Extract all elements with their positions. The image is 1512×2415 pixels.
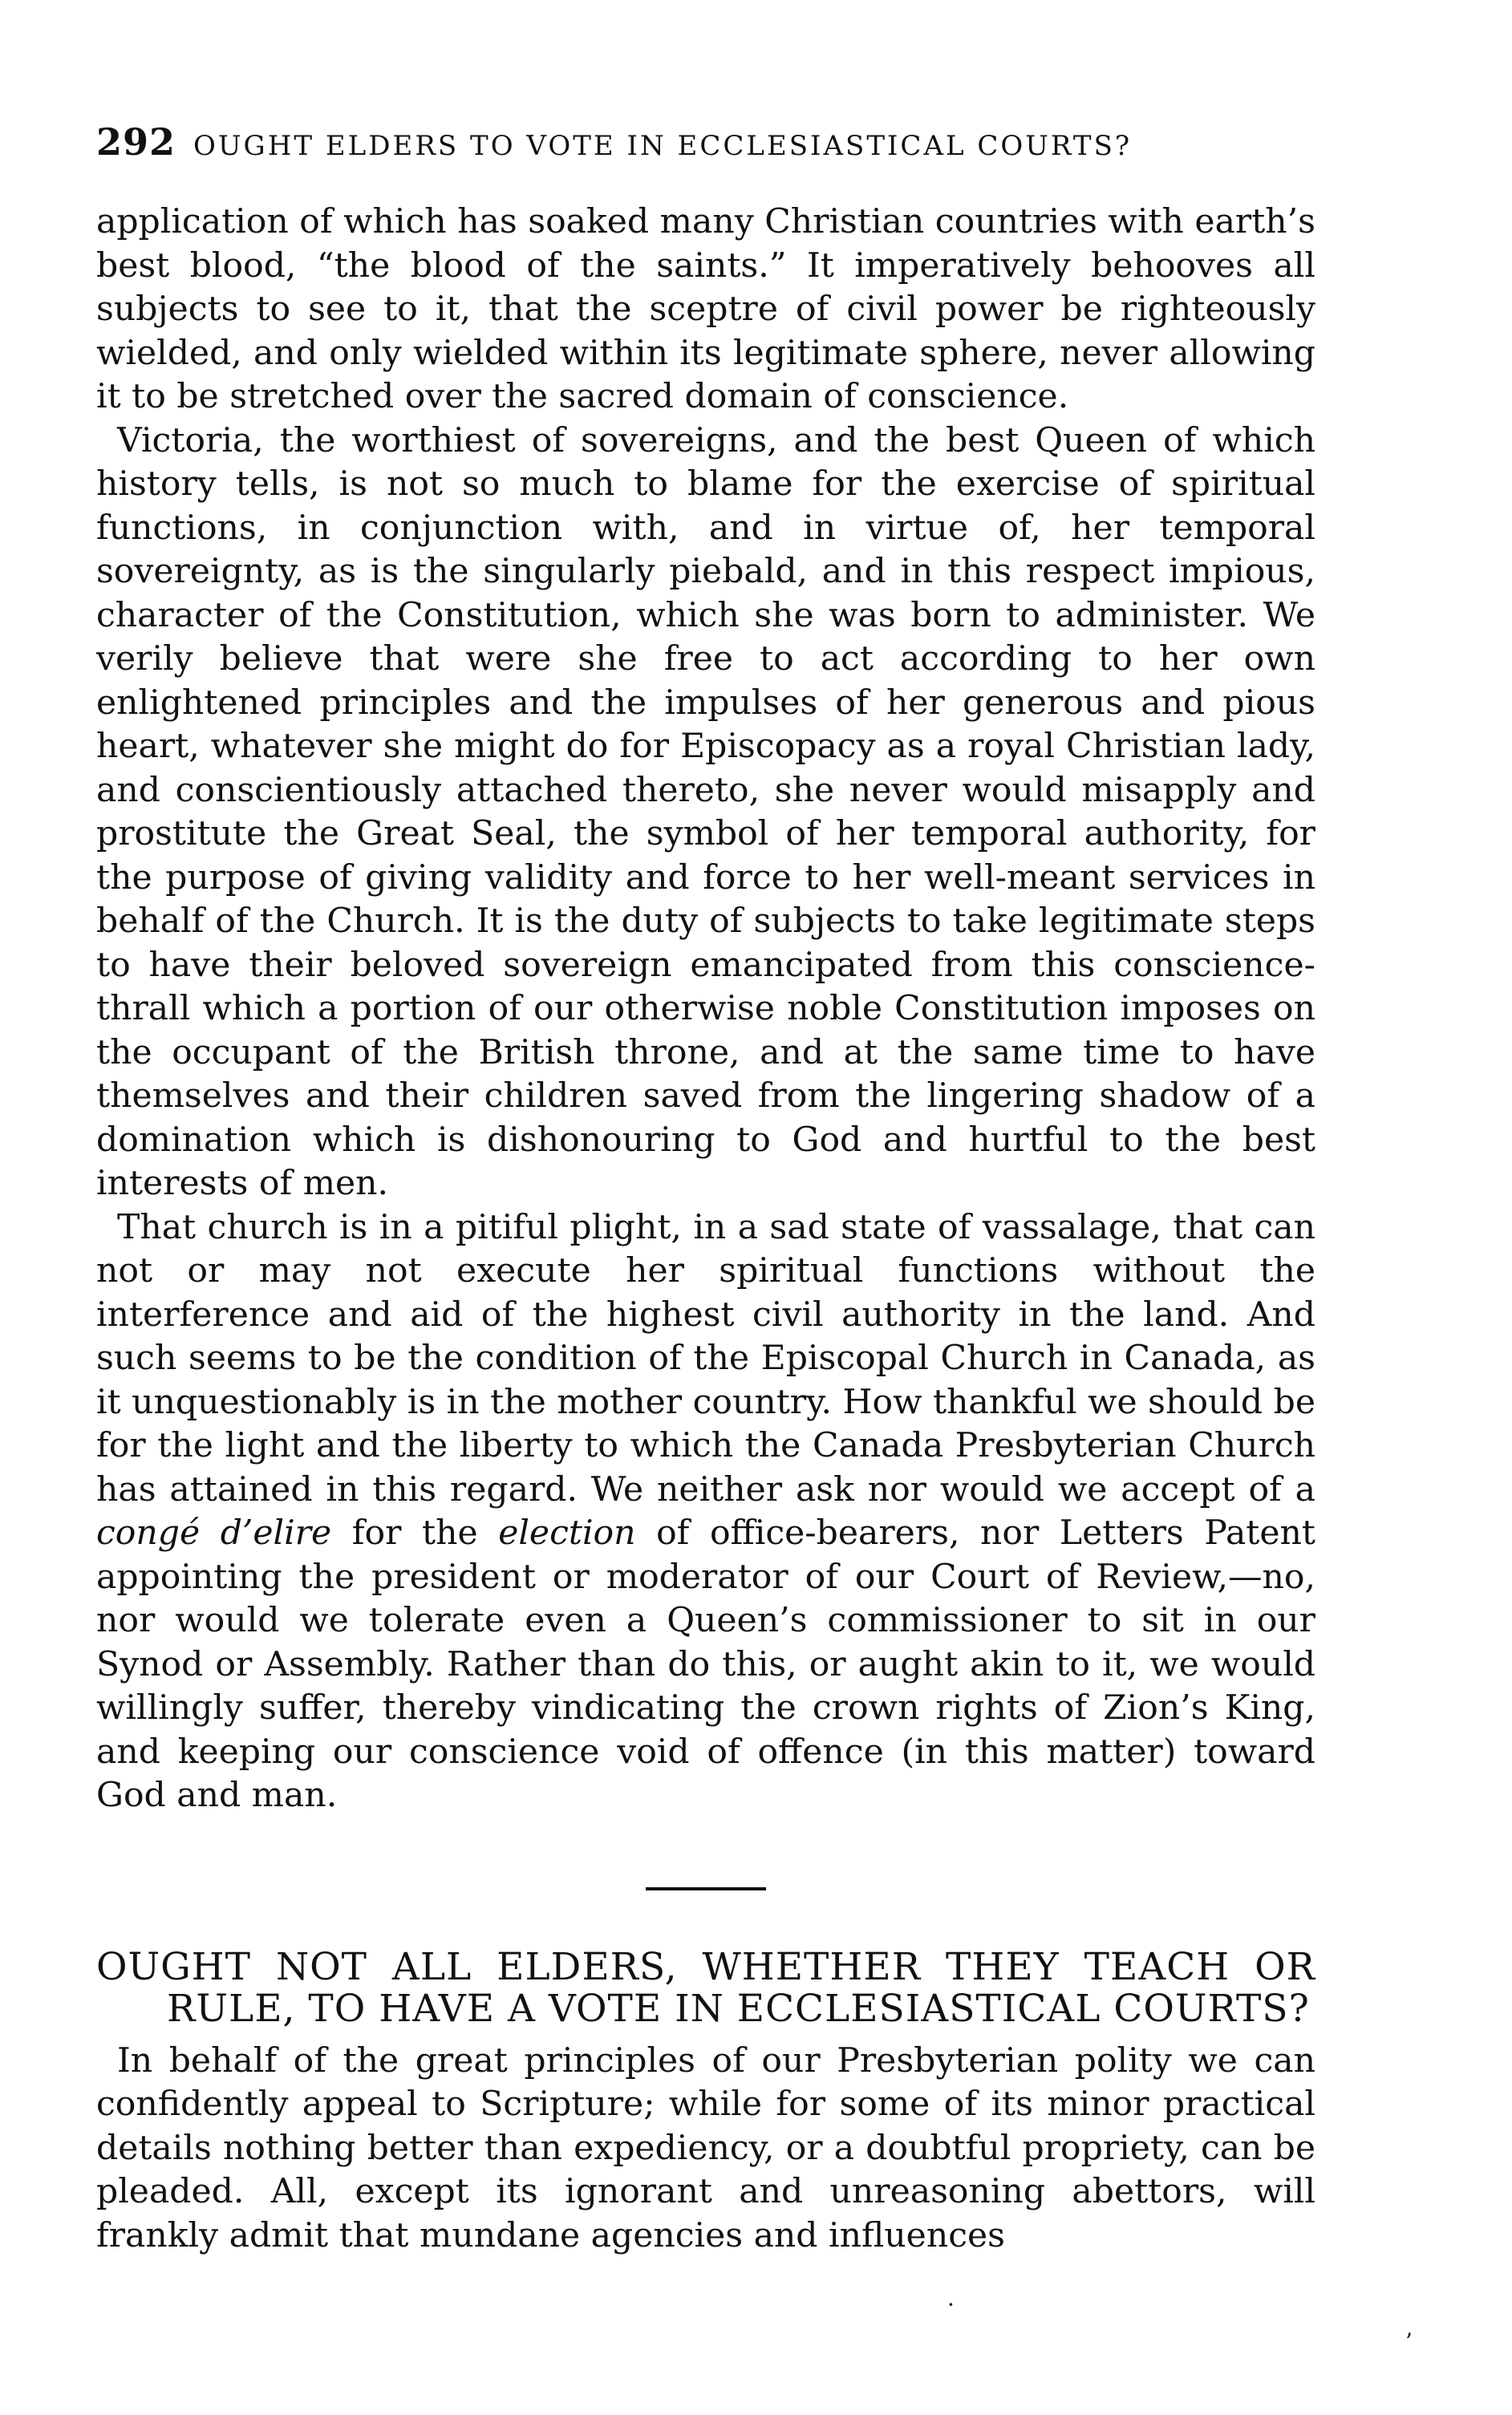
paragraph-text: of office-bearers, nor Letters Patent appointing the president or moderator of our Court of Review,—no, nor would we tolerate even a Queen’s commissioner to sit in our Synod or Assembly. Rather than do this, or aught akin to it, we would willingly suffer, thereby vindicating the crown rights of Zion’s King, and keeping our conscience void of offence (in this matter) toward God and man. [96, 1513, 1315, 1815]
article-text [96, 2040, 1315, 2259]
paragraph-text: for the [331, 1513, 499, 1553]
printing-mark: ’ [1405, 2328, 1413, 2355]
paragraph: In behalf of the great principles of our Presbyterian polity we can confidently appeal to Scripture; while for some of its minor practical details nothing better than expediency, or a doubtful propriety, can be pleaded. All, except its ignorant and unreasoning abettors, will frankly admit that mundane agencies and influences [96, 2040, 1315, 2255]
paragraph-text: That church is in a pitiful plight, in a sad state of vassalage, that can not or may not execute her spiritual functions without the interference and aid of the highest civil authority in the land. And such seems to be the condition of the Episcopal Church in Canada, as it unquestionably is in the mother country. How thankful we should be for the light and the liberty to which the Canada Presbyterian Church has attained in this regard. We neither ask nor would we accept of a [96, 1207, 1315, 1509]
printing-mark: · [947, 2291, 955, 2318]
italic-term: congé d’elire [96, 1513, 332, 1553]
paragraph: application of which has soaked many Christian countries with earth’s best blood, “the blood of the saints.” It imperatively behooves all subjects to see to it, that the sceptre of civil power be righteously wielded, and only wielded within its legitimate sphere, never allowing it to be stretched over the sacred domain of conscience. [96, 202, 1315, 416]
paragraph [96, 1206, 1315, 1818]
article-title: OUGHT NOT ALL ELDERS, WHETHER THEY TEACH OR RULE, TO HAVE A VOTE IN ECCLESIASTICAL COURTS? [96, 1944, 1315, 2031]
italic-term: election [498, 1513, 636, 1553]
paragraph: Victoria, the worthiest of sovereigns, and the best Queen of which history tells, is not so much to blame for the exercise of spiritual functions, in conjunction with, and in virtue of, her temporal sovereignty, as is the singularly piebald, and in this respect impious, character of the Constitution, which she was born to administer. We verily believe that were she free to act according to her own enlightened principles and the impulses of her generous and pious heart, whatever she might do for Episcopacy as a royal Christian lady, and conscientiously attached thereto, she never would misapply and prostitute the Great Seal, the symbol of her temporal authority, for the purpose of giving validity and force to her well-meant services in behalf of the Church. It is the duty of subjects to take legitimate steps to have their beloved sovereign emancipated from this conscience-thrall which a portion of our otherwise noble Constitution imposes on the occupant of the British throne, and at the same time to have themselves and their children saved from the lingering shadow of a domination which is dishonouring to God and hurtful to the best interests of men. [96, 420, 1315, 1203]
page [96, 120, 1315, 2258]
previous-article-text [96, 201, 1315, 1818]
running-head [96, 120, 1315, 164]
page-number: 292 [96, 120, 176, 164]
running-head-title: OUGHT ELDERS TO VOTE IN ECCLESIASTICAL COURTS? [193, 130, 1133, 162]
section-divider [646, 1887, 766, 1890]
